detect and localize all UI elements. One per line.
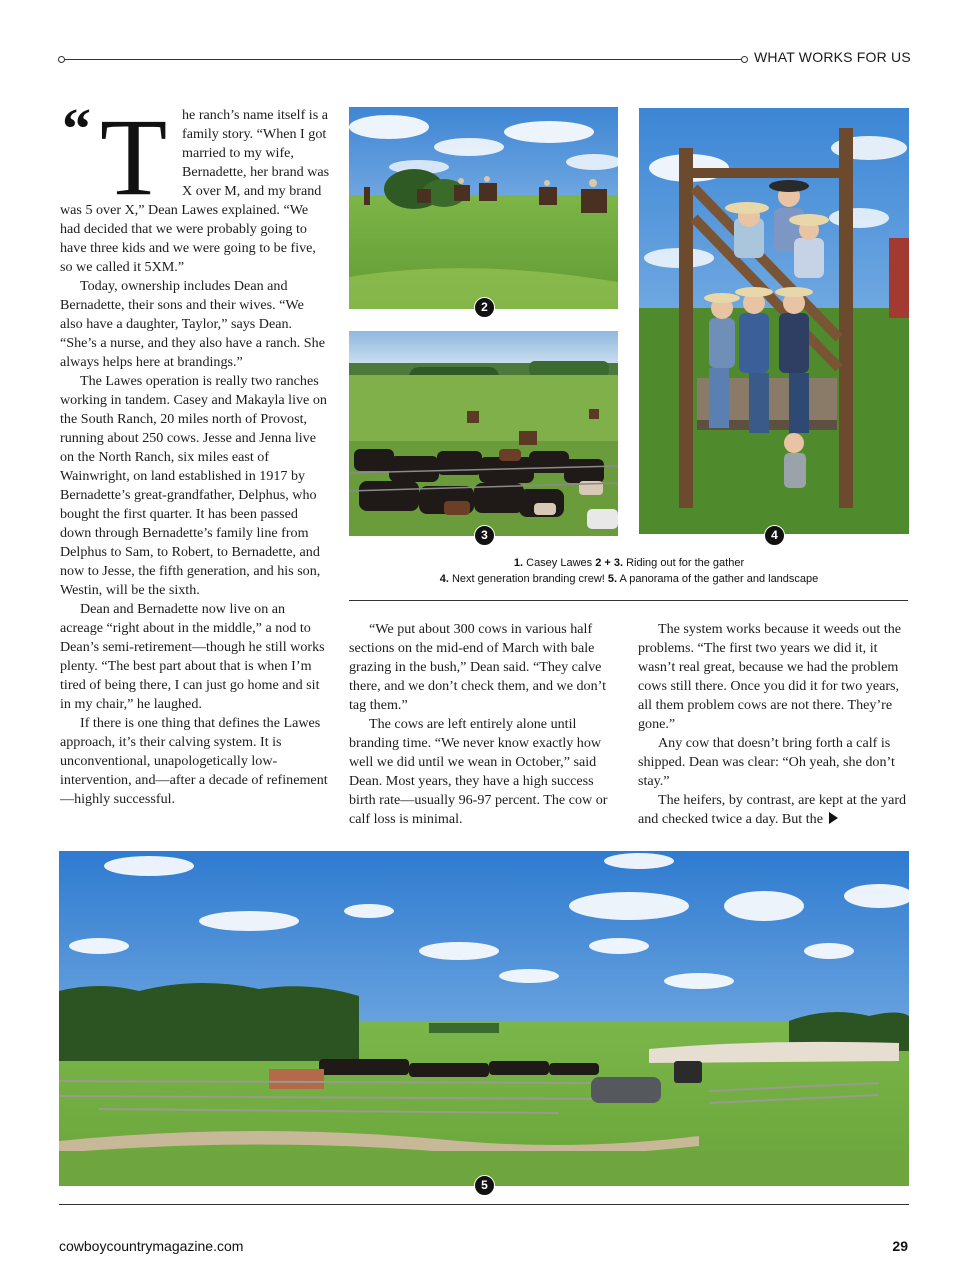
page-number: 29 [892,1238,908,1254]
photo-branding-crew [639,108,909,534]
paragraph: The cows are left entirely alone until branding time. “We never know exactly how well we did until we wean in October,” said Dean. Most years, they have a high success birth rate—usually 96-97 percent. The cow or calf loss is minimal. [349,716,608,827]
caption-line-2 [349,572,909,588]
header-rule [60,59,744,60]
continue-arrow-icon [829,812,838,824]
drop-cap-letter: T [100,96,168,218]
header-rule-endpoint [741,56,748,63]
photo-number-badge: 2 [474,297,495,318]
caption-text: Casey Lawes [523,557,596,569]
paragraph: The system works because it weeds out the problems. “The first two years we did it, it wasn’t real great, because we had the problem cows still there. Once you did it for two years, all them problem cows are not there. They’re gone.” [638,621,902,732]
paragraph: The Lawes operation is really two ranches working in tandem. Casey and Makayla live on the South Ranch, 20 miles north of Provost, running about 250 cows. Jesse and Jenna live on the North Ranch, six miles east of Wainwright, on land established in 1917 by Bernadette’s great-grandfather, Delphus, who bought the first quarter. It has been passed down through Bernadette’s family line from Delphus to Sam, to Robert, to Bernadette, and now to Jesse, the fifth generation, and his son, Westin, will be the sixth. [60,373,327,598]
paragraph: “We put about 300 cows in various half sections on the mid-end of March with bale grazing in the bush,” Dean said. “They calve there, and we don’t check them, and we don’t tag them.” [349,621,606,713]
caption-text: A panorama of the gather and landscape [617,572,819,585]
caption-divider [349,600,908,601]
caption-number: 4. [439,572,449,585]
caption-text: Next generation branding crew! [448,572,608,585]
caption-number: 5. [607,572,618,585]
photo-caption [349,556,909,587]
section-label: WHAT WORKS FOR US [754,49,911,65]
header-rule-endpoint [58,56,65,63]
photo-number-badge: 5 [474,1175,495,1196]
photo-number-badge: 4 [764,525,785,546]
caption-text: Riding out for the gather [623,557,745,569]
photo-cattle-herd [349,331,618,536]
article-column-2 [349,620,621,829]
paragraph: If there is one thing that defines the Lawes approach, it’s their calving system. It is unconventional, unapologetically low-intervention, and—after a decade of refinement—highly successful. [60,715,328,807]
paragraph-text: he ranch’s name itself is a family story. “When I got married to my wife, Bernadette, her brand was X over M, and my brand was 5 over X,” Dean Lawes explained. “We had decided that we were probably going to have three kids and we were going to be five, so we called it 5XM.” [60,107,330,275]
caption-number: 2 + 3. [595,557,624,569]
drop-cap [60,96,178,218]
drop-cap-quote: “ [62,96,91,161]
article-column-3 [638,620,910,829]
paragraph: Any cow that doesn’t bring forth a calf is shipped. Dean was clear: “Oh yeah, she don’t stay.” [638,735,895,789]
footer-rule [59,1204,909,1205]
photo-number-badge: 3 [474,525,495,546]
paragraph-text: The heifers, by contrast, are kept at the yard and checked twice a day. But the [638,792,907,827]
paragraph: Today, ownership includes Dean and Bernadette, their sons and their wives. “We also have a daughter, Taylor,” says Dean. “She’s a nurse, and they also have a ranch. She always helps here at brandings.” [60,278,325,370]
photo-riders-field [349,107,618,309]
footer-website: cowboycountrymagazine.com [59,1238,244,1254]
article-column-1 [60,96,330,809]
paragraph [638,791,910,829]
paragraph: Dean and Bernadette now live on an acreage “right about in the middle,” a nod to Dean’s semi-retirement—though he still works plenty. “The best part about that is when I’m tired of being there, I can just go home and sit in my chair,” he laughed. [60,601,325,712]
caption-number: 1. [513,557,524,569]
caption-line-1 [349,556,909,572]
photo-panorama [59,851,909,1186]
paragraph [60,96,330,277]
